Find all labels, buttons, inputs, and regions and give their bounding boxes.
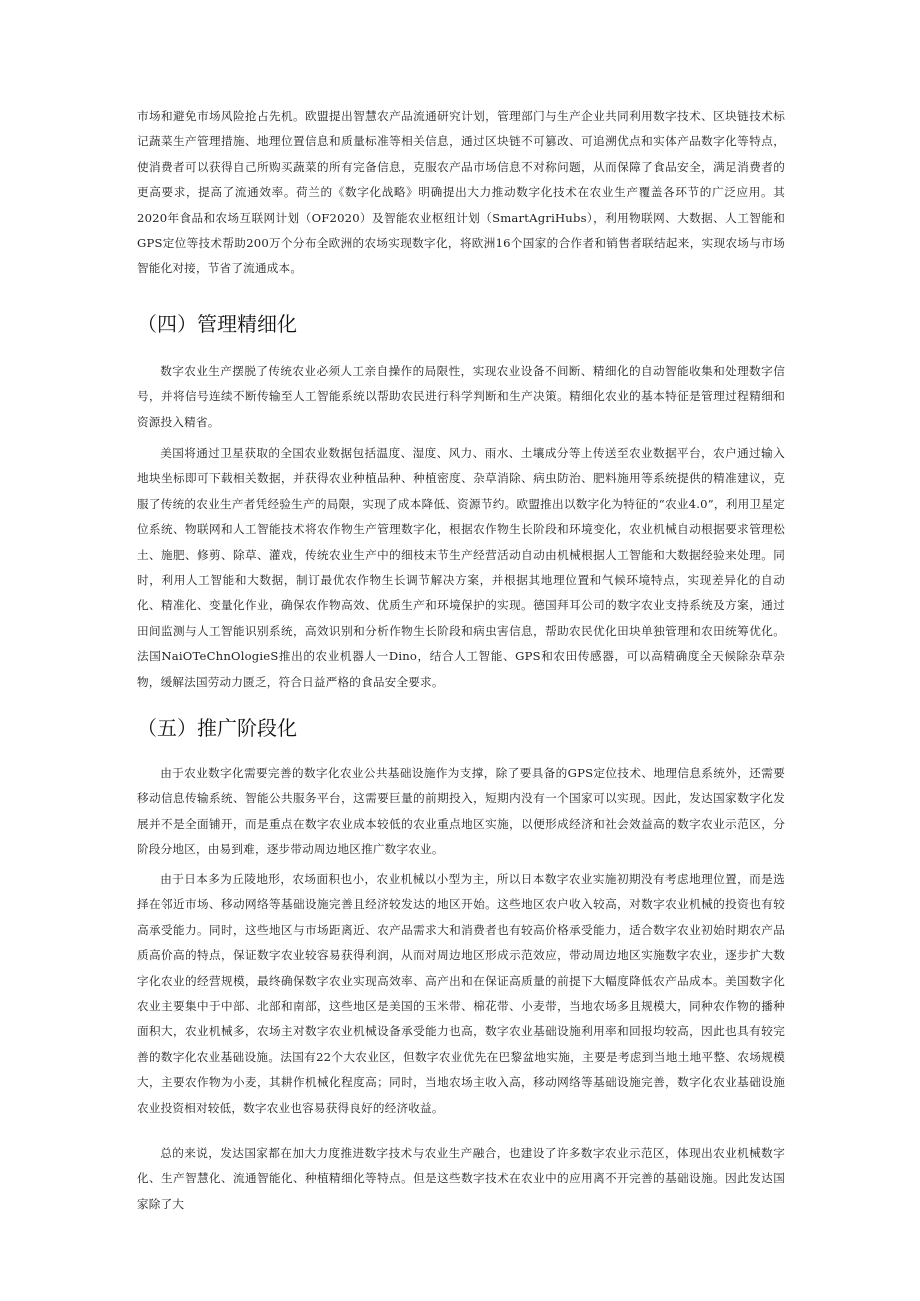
section-heading-5: （五）推广阶段化 [137, 716, 297, 740]
section-heading-4: （四）管理精细化 [137, 312, 297, 336]
paragraph-5-1: 由于农业数字化需要完善的数字化农业公共基础设施作为支撑，除了要具备的GPS定位技术、地理信息系统外，还需要移动信息传输系统、智能公共服务平台，这需要巨量的前期投入，短期内没有一个国家可以实现。因此，发达国家数字化发展并不是全面铺开，而是重点在数字农业成本较低的农业重点地区实施，以便形成经济和社会效益高的数字农业示范区，分阶段分地区，由易到难，逐步带动周边地区推广数字农业。 [137, 766, 785, 857]
paragraph-4-1: 数字农业生产摆脱了传统农业必须人工亲自操作的局限性，实现农业设备不间断、精细化的自动智能收集和处理数字信号，并将信号连续不断传输至人工智能系统以帮助农民进行科学判断和生产决策。精细化农业的基本特征是管理过程精细和资源投入精省。 [137, 364, 785, 429]
paragraph-4-2: 美国将通过卫星获取的全国农业数据包括温度、湿度、风力、雨水、土壤成分等上传送至农业数据平台，农户通过输入地块坐标即可下载相关数据，并获得农业种植品种、种植密度、杂草消除、病虫防治、肥料施用等系统提供的精准建议，克服了传统的农业生产者凭经验生产的局限，实现了成本降低、资源节约。欧盟推出以数字化为特征的“农业4.0”，利用卫星定位系统、物联网和人工智能技术将农作物生产管理数字化，根据农作物生长阶段和环境变化，农业机械自动根据要求管理松土、施肥、修剪、除草、灌戏，传统农业生产中的细枝末节生产经营活动自动由机械根据人工智能和大数据经验来处理。同时，利用人工智能和大数据，制订最优农作物生长调节解决方案，并根据其地理位置和气候环境特点，实现差异化的自动化、精准化、变量化作业，确保农作物高效、优质生产和环境保护的实现。德国拜耳公司的数字农业支持系统及方案，通过田间监测与人工智能识别系统，高效识别和分析作物生长阶段和病虫害信息，帮助农民优化田块单独管理和农田统筹优化。法国NaiOTeChnOlogieS推出的农业机器人一Dino，结合人工智能、GPS和农田传感器，可以高精确度全天候除杂草杂物，缓解法国劳动力匮乏，符合日益严格的食品安全要求。 [137, 446, 785, 689]
paragraph-5-2: 由于日本多为丘陵地形，农场面积也小，农业机械以小型为主，所以日本数字农业实施初期没有考虑地理位置，而是选择在邻近市场、移动网络等基础设施完善且经济较发达的地区开始。这些地区农户收入较高，对数字农业机械的投资也有较高承受能力。同时，这些地区与市场距离近、农产品需求大和消费者也有较高价格承受能力，适合数字农业初始时期农产品质高价高的特点，保证数字农业较容易获得利润，从而对周边地区形成示范效应，带动周边地区实施数字农业，逐步扩大数字化农业的经营规模，最终确保数字农业实现高效率、高产出和在保证高质量的前提下大幅度降低农产品成本。美国数字化农业主要集中于中部、北部和南部，这些地区是美国的玉米带、棉花带、小麦带，当地农场多且规模大，同种农作物的播种面积大，农业机械多，农场主对数字农业机械设备承受能力也高，数字农业基础设施利用率和回报均较高，因此也具有较完善的数字化农业基础设施。法国有22个大农业区，但数字农业优先在巴黎盆地实施，主要是考虑到当地土地平整、农场规模大，主要农作物为小麦，其耕作机械化程度高；同时，当地农场主收入高，移动网络等基础设施完善，数字化农业基础设施农业投资相对较低，数字农业也容易获得良好的经济收益。 [137, 872, 785, 1115]
paragraph-summary: 总的来说，发达国家都在加大力度推进数字技术与农业生产融合，也建设了许多数字农业示范区，体现出农业机械数字化、生产智慧化、流通智能化、种植精细化等特点。但是这些数字技术在农业中的应用离不开完善的基础设施。因此发达国家除了大 [137, 1146, 785, 1211]
paragraph-continuation: 市场和避免市场风险抢占先机。欧盟提出智慧农产品流通研究计划，管理部门与生产企业共同利用数字技术、区块链技术标记蔬菜生产管理措施、地理位置信息和质量标准等相关信息，通过区块链不可篡改、可追溯优点和实体产品数字化等特点，使消费者可以获得自己所购买蔬菜的所有完备信息，克服农产品市场信息不对称问题，从而保障了食品安全，满足消费者的更高要求，提高了流通效率。荷兰的《数字化战略》明确提出大力推动数字化技术在农业生产覆盖各环节的广泛应用。其2020年食品和农场互联网计划（OF2020）及智能农业枢纽计划（SmartAgriHubs），利用物联网、大数据、人工智能和GPS定位等技术帮助200万个分布全欧洲的农场实现数字化，将欧洲16个国家的合作者和销售者联结起来，实现农场与市场智能化对接，节省了流通成本。 [137, 109, 785, 276]
